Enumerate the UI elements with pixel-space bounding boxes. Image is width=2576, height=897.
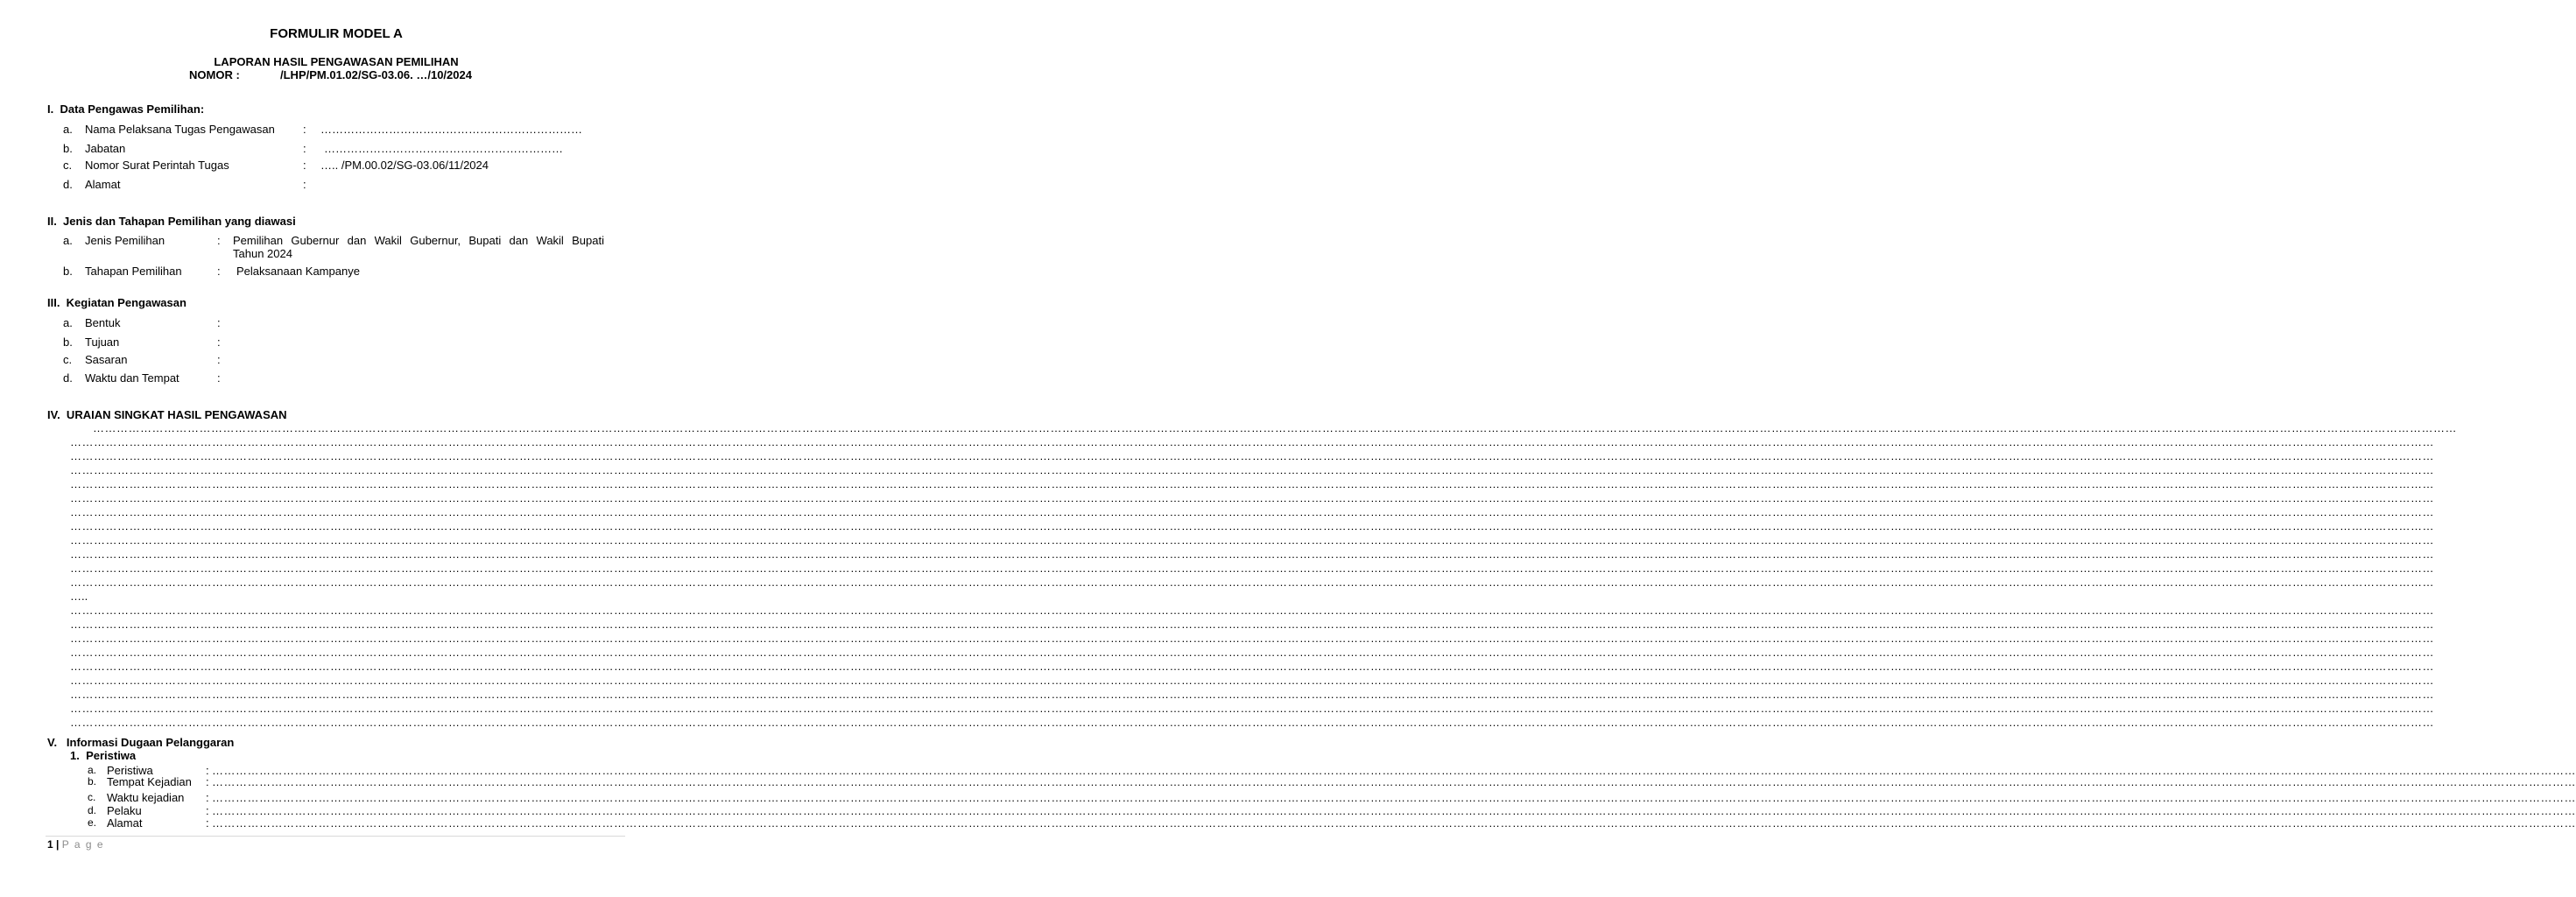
section-1-heading: I. Data Pengawas Pemilihan: <box>47 102 205 116</box>
dotted-line: …………………………………………………………………………………………………………………………………………………………………………………………………………………………………………………………………………………………………………………………………………………………………………………………………………………………………………………………………………………………………………………………………………………… <box>70 519 2434 533</box>
item-letter: b. <box>63 265 73 278</box>
item-label: Sasaran <box>85 353 128 366</box>
dotted-line: …………………………………………………………………………………………………………………………………………………………………………………………………………………………………………………………………………………………………………………………………………………………………………………………………………………………………………………………………………………………………………………………………………………… <box>70 562 2434 575</box>
item-letter: a. <box>63 234 73 247</box>
item-label: Bentuk <box>85 316 121 329</box>
item-letter: a. <box>88 764 97 776</box>
dotted-line: …………………………………………………………………………………………………………………………………………………………………………………………………………………………………………………………………………………………………………………………………………………………………………………………………………………………………………………………………………………………………………………………………………………… <box>70 449 2434 463</box>
item-label: Alamat <box>85 178 121 191</box>
item-value: …………………………………………………………… <box>320 123 582 136</box>
page-separator: | <box>56 838 60 851</box>
item-letter: c. <box>63 159 73 172</box>
item-colon: : <box>217 371 221 385</box>
item-colon: : <box>217 316 221 329</box>
dotted-line: …………………………………………………………………………………………………………………………………………………………………………………………………………………………………………………………………………………………………………………………………………………………………………………………………………………………………………………………………………………………………………………………………………………… <box>70 463 2434 477</box>
dotted-line: …………………………………………………………………………………………………………………………………………………………………………………………………………………………………………………………………………………………………………………………………………………………………………………………………………………………………………………………………………………………………………………………………………………… <box>70 491 2434 505</box>
stray-dots: ….. <box>70 590 88 603</box>
item-dotted-value: …………………………………………………………………………………………………………………………………………………………………………………………………………………………………………………………………………………………………………………………………………………………………………………………………………………………………………………………………………………………………………………………………………………… <box>212 804 2576 817</box>
dotted-line: …………………………………………………………………………………………………………………………………………………………………………………………………………………………………………………………………………………………………………………………………………………………………………………………………………………………………………………………………………………………………………………………………………………… <box>70 660 2434 673</box>
item-colon: : <box>303 178 306 191</box>
item-value: ……………………………………………………… <box>324 142 563 155</box>
item-letter: e. <box>88 816 97 829</box>
item-dotted-value: …………………………………………………………………………………………………………………………………………………………………………………………………………………………………………………………………………………………………………………………………………………………………………………………………………………………………………………………………………………………………………………………………………………… <box>212 764 2576 777</box>
item-letter: b. <box>63 142 73 155</box>
section-2-heading: II. Jenis dan Tahapan Pemilihan yang diawasi <box>47 215 296 228</box>
item-label: Waktu kejadian <box>107 791 185 804</box>
section-4-heading: IV. URAIAN SINGKAT HASIL PENGAWASAN <box>47 408 287 421</box>
dotted-line: …………………………………………………………………………………………………………………………………………………………………………………………………………………………………………………………………………………………………………………………………………………………………………………………………………………………………………………………………………………………………………………………………………………… <box>70 533 2434 547</box>
page-label: P a g e <box>61 838 105 851</box>
item-colon: : <box>206 791 209 804</box>
item-colon: : <box>217 353 221 366</box>
dotted-line: …………………………………………………………………………………………………………………………………………………………………………………………………………………………………………………………………………………………………………………………………………………………………………………………………………………………………………………………………………………………………………………………………………………… <box>70 702 2434 715</box>
dotted-line: …………………………………………………………………………………………………………………………………………………………………………………………………………………………………………………………………………………………………………………………………………………………………………………………………………………………………………………………………………………………………………………………………………………… <box>70 604 2434 617</box>
item-label: Waktu dan Tempat <box>85 371 179 385</box>
item-colon: : <box>303 159 306 172</box>
dotted-line: …………………………………………………………………………………………………………………………………………………………………………………………………………………………………………………………………………………………………………………………………………………………………………………………………………………………………………………………………………………………………………………………………………………… <box>70 646 2434 659</box>
item-value-line-2: Tahun 2024 <box>233 247 292 260</box>
dotted-line: …………………………………………………………………………………………………………………………………………………………………………………………………………………………………………………………………………………………………………………………………………………………………………………………………………………………………………………………………………………………………………………………………………………… <box>70 435 2434 448</box>
item-colon: : <box>217 234 221 247</box>
dotted-line: …………………………………………………………………………………………………………………………………………………………………………………………………………………………………………………………………………………………………………………………………………………………………………………………………………………………………………………………………………………………………………………………………………………… <box>93 421 2457 434</box>
dotted-line: …………………………………………………………………………………………………………………………………………………………………………………………………………………………………………………………………………………………………………………………………………………………………………………………………………………………………………………………………………………………………………………………………………………… <box>70 618 2434 631</box>
item-label: Tahapan Pemilihan <box>85 265 182 278</box>
item-colon: : <box>206 764 209 777</box>
item-colon: : <box>217 265 221 278</box>
item-label: Jabatan <box>85 142 126 155</box>
item-label: Pelaku <box>107 804 142 817</box>
item-label: Alamat <box>107 816 143 830</box>
nomor-value: /LHP/PM.01.02/SG-03.06. …/10/2024 <box>280 68 472 81</box>
item-label: Tujuan <box>85 335 120 349</box>
item-label: Jenis Pemilihan <box>85 234 165 247</box>
item-value-line-1: Pemilihan Gubernur dan Wakil Gubernur, Bupati dan Wakil Bupati <box>233 234 604 247</box>
item-colon: : <box>206 816 209 830</box>
item-letter: d. <box>63 178 73 191</box>
item-value: Pelaksanaan Kampanye <box>236 265 360 278</box>
footer-divider <box>46 836 625 837</box>
item-colon: : <box>206 804 209 817</box>
page-number: 1 <box>47 838 53 851</box>
dotted-line: …………………………………………………………………………………………………………………………………………………………………………………………………………………………………………………………………………………………………………………………………………………………………………………………………………………………………………………………………………………………………………………………………………………… <box>70 716 2434 729</box>
dotted-line: …………………………………………………………………………………………………………………………………………………………………………………………………………………………………………………………………………………………………………………………………………………………………………………………………………………………………………………………………………………………………………………………………………………… <box>70 505 2434 519</box>
item-label: Peristiwa <box>107 764 153 777</box>
item-colon: : <box>217 335 221 349</box>
item-colon: : <box>303 123 306 136</box>
section-5-heading: V. Informasi Dugaan Pelanggaran <box>47 736 235 749</box>
item-letter: a. <box>63 123 73 136</box>
item-letter: d. <box>88 804 97 816</box>
section-3-heading: III. Kegiatan Pengawasan <box>47 296 187 309</box>
item-letter: c. <box>88 791 96 803</box>
item-label: Tempat Kejadian <box>107 775 192 788</box>
item-letter: b. <box>88 775 97 788</box>
item-letter: b. <box>63 335 73 349</box>
dotted-line: …………………………………………………………………………………………………………………………………………………………………………………………………………………………………………………………………………………………………………………………………………………………………………………………………………………………………………………………………………………………………………………………………………………… <box>70 632 2434 645</box>
report-subtitle: LAPORAN HASIL PENGAWASAN PEMILIHAN <box>214 55 459 68</box>
item-letter: d. <box>63 371 73 385</box>
item-label: Nama Pelaksana Tugas Pengawasan <box>85 123 275 136</box>
item-dotted-value: …………………………………………………………………………………………………………………………………………………………………………………………………………………………………………………………………………………………………………………………………………………………………………………………………………………………………………………………………………………………………………………………………………………… <box>212 775 2576 788</box>
dotted-line: …………………………………………………………………………………………………………………………………………………………………………………………………………………………………………………………………………………………………………………………………………………………………………………………………………………………………………………………………………………………………………………………………………………… <box>70 547 2434 561</box>
dotted-line: …………………………………………………………………………………………………………………………………………………………………………………………………………………………………………………………………………………………………………………………………………………………………………………………………………………………………………………………………………………………………………………………………………………… <box>70 576 2434 589</box>
page-footer <box>47 838 104 851</box>
item-letter: a. <box>63 316 73 329</box>
item-dotted-value: …………………………………………………………………………………………………………………………………………………………………………………………………………………………………………………………………………………………………………………………………………………………………………………………………………………………………………………………………………………………………………………………………………………… <box>212 791 2576 804</box>
item-colon: : <box>206 775 209 788</box>
nomor-label: NOMOR : <box>189 68 240 81</box>
item-letter: c. <box>63 353 73 366</box>
item-dotted-value: …………………………………………………………………………………………………………………………………………………………………………………………………………………………………………………………………………………………………………………………………………………………………………………………………………………………………………………………………………………………………………………………………………………… <box>212 816 2576 830</box>
section-5-subheading: 1. Peristiwa <box>70 749 137 762</box>
dotted-line: …………………………………………………………………………………………………………………………………………………………………………………………………………………………………………………………………………………………………………………………………………………………………………………………………………………………………………………………………………………………………………………………………………………… <box>70 688 2434 701</box>
dotted-line: …………………………………………………………………………………………………………………………………………………………………………………………………………………………………………………………………………………………………………………………………………………………………………………………………………………………………………………………………………………………………………………………………………………… <box>70 674 2434 687</box>
item-value: ….. /PM.00.02/SG-03.06/11/2024 <box>320 159 489 172</box>
form-title: FORMULIR MODEL A <box>270 26 403 41</box>
item-colon: : <box>303 142 306 155</box>
item-label: Nomor Surat Perintah Tugas <box>85 159 229 172</box>
dotted-line: …………………………………………………………………………………………………………………………………………………………………………………………………………………………………………………………………………………………………………………………………………………………………………………………………………………………………………………………………………………………………………………………………………………… <box>70 477 2434 491</box>
